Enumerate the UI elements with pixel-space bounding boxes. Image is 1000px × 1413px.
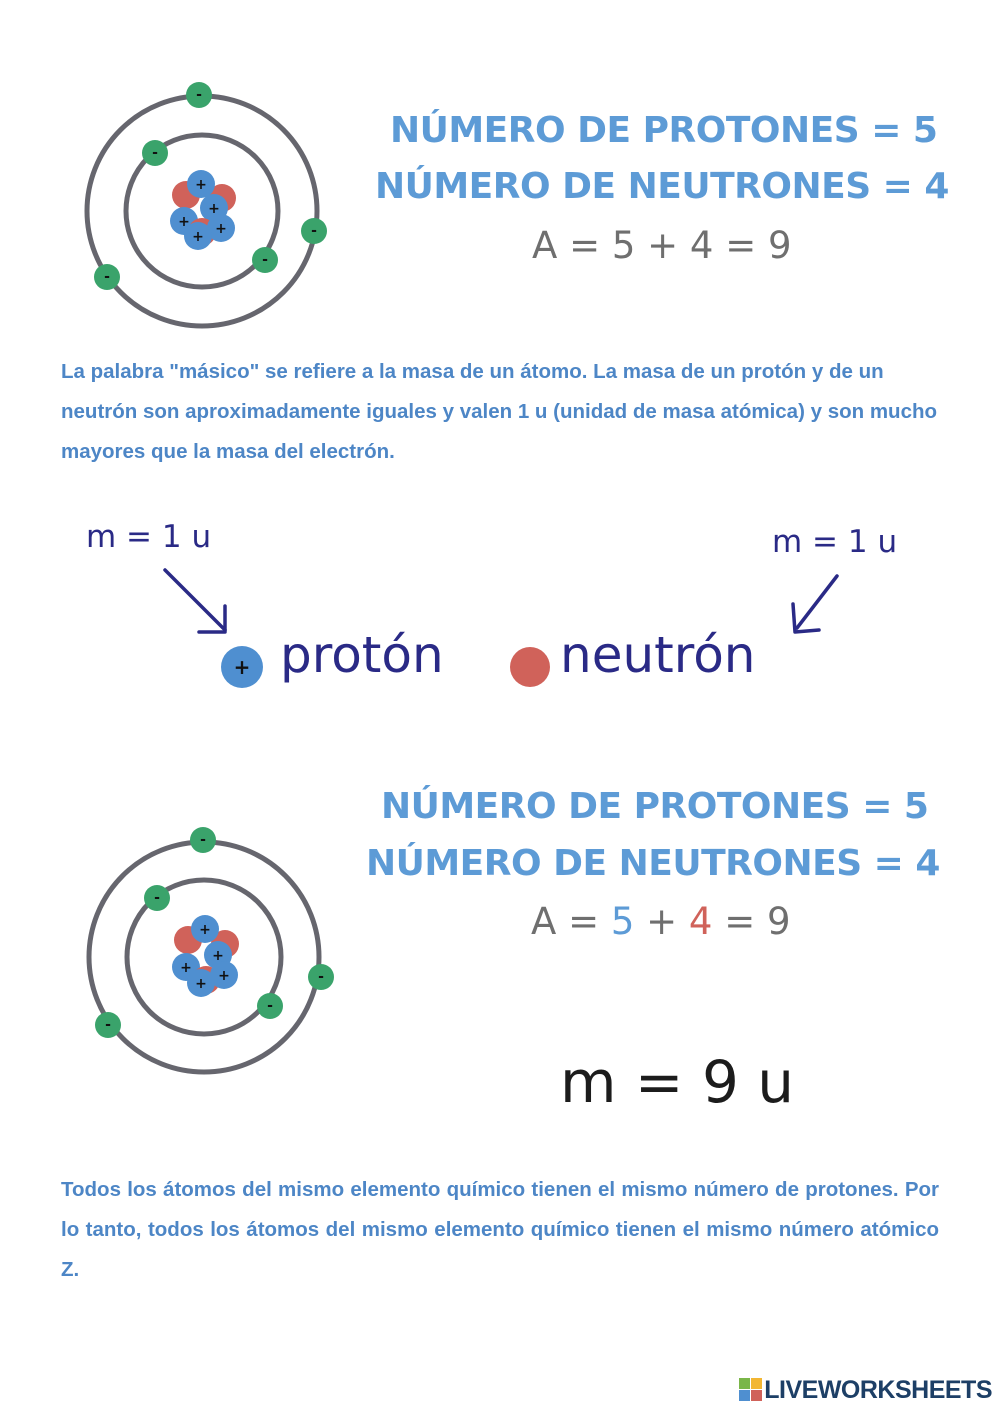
svg-text:-: - — [311, 223, 317, 239]
svg-text:-: - — [318, 969, 324, 985]
proton-mass-label: m = 1 u — [86, 519, 212, 555]
svg-text:+: + — [178, 214, 190, 230]
protons-count-heading: NÚMERO DE PROTONES = 5 — [390, 110, 938, 151]
svg-text:+: + — [208, 201, 220, 217]
nucleus — [170, 170, 236, 250]
atom-diagram-bottom — [82, 822, 342, 1082]
svg-text:-: - — [196, 87, 202, 103]
svg-text:+: + — [195, 177, 207, 193]
svg-text:-: - — [105, 1017, 111, 1033]
svg-text:-: - — [154, 890, 160, 906]
svg-text:+: + — [195, 976, 207, 992]
outer-orbit — [89, 842, 319, 1072]
svg-text:-: - — [200, 832, 206, 848]
logo-mark-icon — [739, 1378, 763, 1402]
svg-text:+: + — [212, 948, 224, 964]
proton-dot — [220, 645, 264, 689]
formula-neutrons-value: 4 — [688, 900, 713, 943]
svg-text:-: - — [152, 145, 158, 161]
neutron-mass-label: m = 1 u — [772, 524, 898, 560]
mass-number-formula: A = 5 + 4 = 9 — [532, 224, 792, 267]
svg-text:+: + — [218, 968, 230, 984]
mass-explanation-paragraph: La palabra "másico" se refiere a la masa de un átomo. La masa de un protón y de un neutrón son aproximadamente iguales y valen 1 u (unidad de masa atómica) y son mucho mayores que la masa del electrón. — [61, 360, 938, 463]
formula-prefix: A = — [531, 900, 611, 943]
svg-text:-: - — [267, 998, 273, 1014]
svg-text:+: + — [180, 960, 192, 976]
svg-text:-: - — [262, 252, 268, 268]
svg-text:-: - — [104, 269, 110, 285]
nucleus — [172, 915, 239, 997]
proton-symbol: + — [233, 655, 251, 679]
formula-suffix: = 9 — [712, 900, 791, 943]
formula-protons-value: 5 — [610, 900, 635, 943]
atomic-number-paragraph: Todos los átomos del mismo elemento químico tienen el mismo número de protones. Por lo tanto, todos los átomos del mismo elemento químico tienen el mismo número atómico Z. — [61, 1178, 939, 1281]
neutron-label: neutrón — [560, 626, 756, 684]
neutrons-count-heading-2: NÚMERO DE NEUTRONES = 4 — [366, 843, 940, 884]
svg-text:+: + — [215, 221, 227, 237]
atom-diagram-top — [80, 78, 340, 338]
protons-count-heading-2: NÚMERO DE PROTONES = 5 — [381, 786, 929, 827]
neutrons-count-heading: NÚMERO DE NEUTRONES = 4 — [375, 166, 949, 207]
mass-number-formula-colored — [531, 900, 791, 943]
liveworksheets-logo — [739, 1377, 992, 1403]
svg-text:+: + — [192, 229, 204, 245]
svg-text:+: + — [199, 922, 211, 938]
neutron-dot — [509, 646, 551, 688]
neutron-arrow — [785, 570, 855, 640]
atom-mass-result: m = 9 u — [560, 1048, 795, 1116]
formula-plus: + — [634, 900, 689, 943]
proton-arrow — [155, 560, 245, 645]
logo-text: LIVEWORKSHEETS — [764, 1375, 992, 1404]
proton-label: protón — [280, 626, 444, 684]
